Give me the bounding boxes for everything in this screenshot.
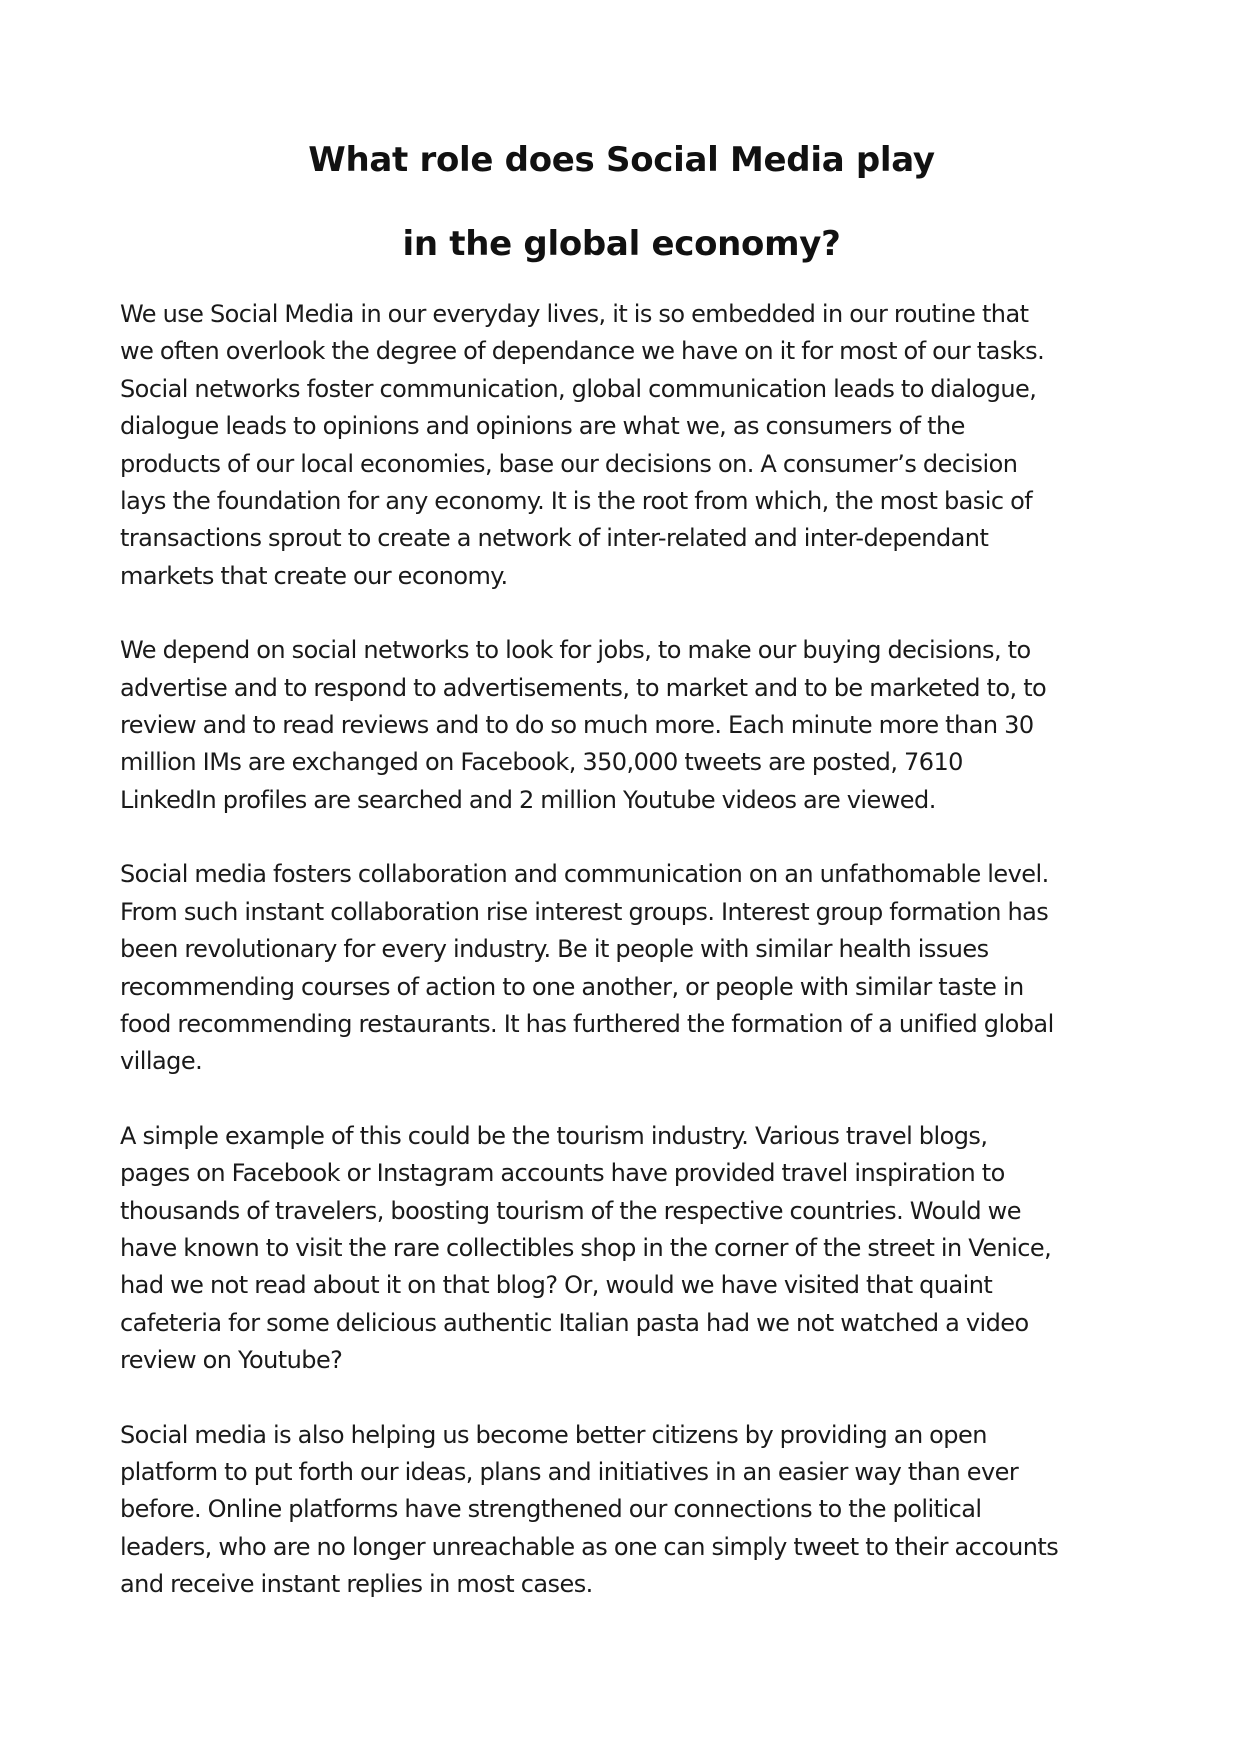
text-line: transactions sprout to create a network of inter-related and inter-dependant (120, 524, 989, 553)
text-line: cafeteria for some delicious authentic Italian pasta had we not watched a video (120, 1308, 1029, 1337)
text-line: LinkedIn profiles are searched and 2 million Youtube videos are viewed. (120, 785, 936, 814)
document-body (120, 296, 1123, 1604)
text-line: lays the foundation for any economy. It is the root from which, the most basic of (120, 487, 1033, 516)
text-line: had we not read about it on that blog? Or, would we have visited that quaint (120, 1271, 993, 1300)
text-line: products of our local economies, base our decisions on. A consumer’s decision (120, 449, 1018, 478)
text-line: million IMs are exchanged on Facebook, 350,000 tweets are posted, 7610 (120, 748, 963, 777)
paragraph-2 (120, 632, 1123, 819)
text-line: We depend on social networks to look for jobs, to make our buying decisions, to (120, 636, 1031, 665)
text-line: advertise and to respond to advertisements, to market and to be marketed to, to (120, 673, 1047, 702)
paragraph-1 (120, 296, 1123, 595)
text-line: From such instant collaboration rise interest groups. Interest group formation has (120, 897, 1049, 926)
title-line: in the global economy? (402, 224, 841, 264)
text-line: thousands of travelers, boosting tourism of the respective countries. Would we (120, 1196, 1021, 1225)
text-line: recommending courses of action to one another, or people with similar taste in (120, 972, 1024, 1001)
text-line: dialogue leads to opinions and opinions are what we, as consumers of the (120, 412, 965, 441)
document-title (120, 118, 1123, 286)
paragraph-4 (120, 1118, 1123, 1380)
text-line: review on Youtube? (120, 1346, 343, 1375)
text-line: We use Social Media in our everyday lives, it is so embedded in our routine that (120, 300, 1029, 328)
text-line: Social media is also helping us become better citizens by providing an open (120, 1420, 987, 1449)
text-line: leaders, who are no longer unreachable as one can simply tweet to their accounts (120, 1532, 1059, 1561)
text-line: village. (120, 1047, 203, 1076)
text-line: Social media fosters collaboration and communication on an unfathomable level. (120, 860, 1049, 889)
title-line: What role does Social Media play (308, 140, 935, 180)
text-line: platform to put forth our ideas, plans and initiatives in an easier way than ever (120, 1457, 1019, 1486)
paragraph-3 (120, 856, 1123, 1080)
text-line: been revolutionary for every industry. Be it people with similar health issues (120, 935, 989, 964)
text-line: pages on Facebook or Instagram accounts have provided travel inspiration to (120, 1159, 1005, 1188)
text-line: before. Online platforms have strengthened our connections to the political (120, 1495, 982, 1524)
text-line: food recommending restaurants. It has furthered the formation of a unified global (120, 1009, 1054, 1038)
text-line: markets that create our economy. (120, 561, 508, 590)
text-line: Social networks foster communication, global communication leads to dialogue, (120, 374, 1037, 403)
paragraph-5 (120, 1417, 1123, 1604)
text-line: have known to visit the rare collectibles shop in the corner of the street in Venice, (120, 1233, 1052, 1262)
text-line: we often overlook the degree of dependance we have on it for most of our tasks. (120, 337, 1045, 366)
text-line: A simple example of this could be the tourism industry. Various travel blogs, (120, 1121, 988, 1150)
text-line: review and to read reviews and to do so much more. Each minute more than 30 (120, 711, 1034, 740)
text-line: and receive instant replies in most cases. (120, 1570, 593, 1599)
